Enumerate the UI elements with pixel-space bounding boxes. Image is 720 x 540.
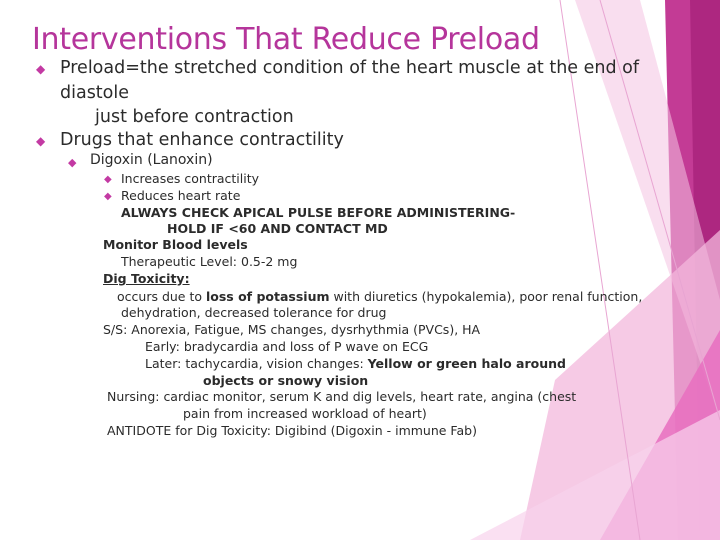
nursing-line2: pain from increased workload of heart) <box>183 406 427 421</box>
nursing-line1: Nursing: cardiac monitor, serum K and dig levels, heart rate, angina (chest <box>107 389 577 404</box>
preload-definition-line1: Preload=the stretched condition of the heart muscle at the end of <box>60 58 640 78</box>
diamond-bullet-icon: ◆ <box>104 191 112 202</box>
therapeutic-level: Therapeutic Level: 0.5-2 mg <box>121 254 298 269</box>
slide-title: Interventions That Reduce Preload <box>32 22 540 57</box>
signs-symptoms: S/S: Anorexia, Fatigue, MS changes, dysrhythmia (PVCs), HA <box>103 322 481 337</box>
diamond-bullet-icon: ◆ <box>104 174 112 185</box>
diamond-bullet-icon: ◆ <box>68 156 77 169</box>
diamond-bullet-icon: ◆ <box>36 62 46 76</box>
apical-pulse-warning-line1: ALWAYS CHECK APICAL PULSE BEFORE ADMINISTERING- <box>121 205 516 220</box>
diamond-bullet-icon: ◆ <box>36 134 46 148</box>
later-signs: Later: tachycardia, vision changes: Yellow or green halo around <box>145 356 566 371</box>
monitor-blood-levels: Monitor Blood levels <box>103 237 248 252</box>
early-signs: Early: bradycardia and loss of P wave on ECG <box>145 339 429 354</box>
toxicity-cause-line1: occurs due to loss of potassium with diuretics (hypokalemia), poor renal function, <box>117 289 643 304</box>
drugs-contractility-bullet: Drugs that enhance contractility <box>60 130 344 150</box>
toxicity-cause-line2: dehydration, decreased tolerance for drug <box>121 305 387 320</box>
preload-definition-line3: just before contraction <box>95 107 294 127</box>
preload-definition-line2: diastole <box>60 83 130 103</box>
digoxin-item-contractility: Increases contractility <box>121 171 260 186</box>
apical-pulse-warning-line2: HOLD IF <60 AND CONTACT MD <box>167 221 388 236</box>
antidote: ANTIDOTE for Dig Toxicity: Digibind (Digoxin - immune Fab) <box>107 423 477 438</box>
digoxin-heading: Digoxin (Lanoxin) <box>90 152 213 168</box>
dig-toxicity-heading: Dig Toxicity: <box>103 271 190 286</box>
digoxin-item-heart-rate: Reduces heart rate <box>121 188 241 203</box>
later-signs-continued: objects or snowy vision <box>203 373 369 388</box>
